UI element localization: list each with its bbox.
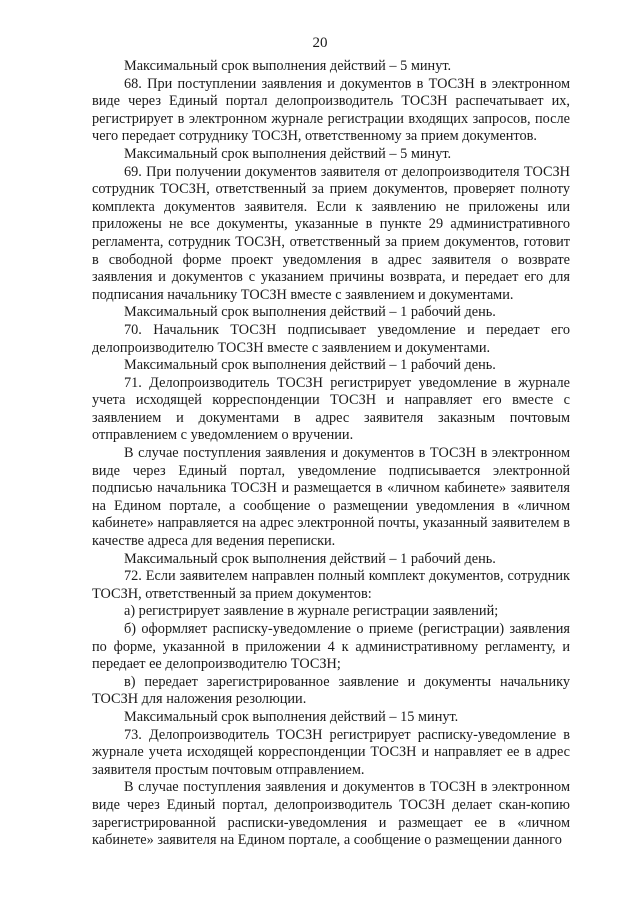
paragraph: В случае поступления заявления и документов в ТОСЗН в электронном виде через Единый портал, делопроизводитель ТОСЗН делает скан-копию зарегистрированной расписки-уведомления и размещает ее в «личном кабинете» заявителя на Едином портале, а сообщение о размещении данного bbox=[92, 779, 570, 849]
paragraph: Максимальный срок выполнения действий – 1 рабочий день. bbox=[124, 304, 496, 321]
paragraph: 72. Если заявителем направлен полный комплект документов, сотрудник ТОСЗН, ответственный за прием документов: bbox=[92, 568, 570, 602]
list-item: а) регистрирует заявление в журнале регистрации заявлений; bbox=[124, 603, 499, 620]
list-item: б) оформляет расписку-уведомление о приеме (регистрации) заявления по форме, указанной в приложении 4 к административному регламенту, и передает ее делопроизводителю ТОСЗН; bbox=[92, 621, 570, 673]
paragraph: 73. Делопроизводитель ТОСЗН регистрирует расписку-уведомление в журнале учета исходящей корреспонденции ТОСЗН и направляет ее в адрес заявителя простым почтовым отправлением. bbox=[92, 726, 570, 778]
paragraph: 71. Делопроизводитель ТОСЗН регистрирует уведомление в журнале учета исходящей корреспонденции ТОСЗН и направляет его вместе с заявлением и документами в адрес заявителя заказным почтовым отправлением с уведомлением о вручении. bbox=[92, 374, 570, 444]
list-item: в) передает зарегистрированное заявление и документы начальнику ТОСЗН для наложения резолюции. bbox=[92, 673, 570, 708]
paragraph: В случае поступления заявления и документов в ТОСЗН в электронном виде через Единый портал, уведомление подписывается электронной подписью начальника ТОСЗН и размещается в «личном кабинете» заявителя на Едином портале, а сообщение о размещении уведомления в «личном кабинете» направляется на адрес электронной почты, указанный заявителем в качестве адреса для ведения переписки. bbox=[92, 445, 570, 550]
document-body bbox=[92, 58, 570, 850]
paragraph: 70. Начальник ТОСЗН подписывает уведомление и передает его делопроизводителю ТОСЗН вместе с заявлением и документами. bbox=[92, 321, 570, 356]
paragraph: Максимальный срок выполнения действий – 15 минут. bbox=[124, 708, 459, 725]
paragraph: 69. При получении документов заявителя от делопроизводителя ТОСЗН сотрудник ТОСЗН, ответственный за прием документов, проверяет полноту комплекта документов заявителя. Если к заявлению не приложены или приложены не все документы, указанные в пункте 29 административного регламента, сотрудник ТОСЗН, ответственный за прием документов, готовит в свободной форме проект уведомления в адрес заявителя о возврате заявления и документов с указанием причины возврата, и передает его для подписания начальнику ТОСЗН вместе с заявлением и документами. bbox=[92, 163, 570, 303]
page-number: 20 bbox=[312, 35, 328, 51]
paragraph: Максимальный срок выполнения действий – 5 минут. bbox=[124, 58, 452, 74]
paragraph: Максимальный срок выполнения действий – 1 рабочий день. bbox=[124, 357, 496, 374]
paragraph: Максимальный срок выполнения действий – 1 рабочий день. bbox=[124, 550, 496, 567]
paragraph: 68. При поступлении заявления и документов в ТОСЗН в электронном виде через Единый портал делопроизводитель ТОСЗН распечатывает их, регистрирует в электронном журнале регистрации входящих запросов, после чего передает сотруднику ТОСЗН, ответственному за прием документов. bbox=[92, 75, 570, 145]
paragraph: Максимальный срок выполнения действий – 5 минут. bbox=[124, 145, 452, 162]
